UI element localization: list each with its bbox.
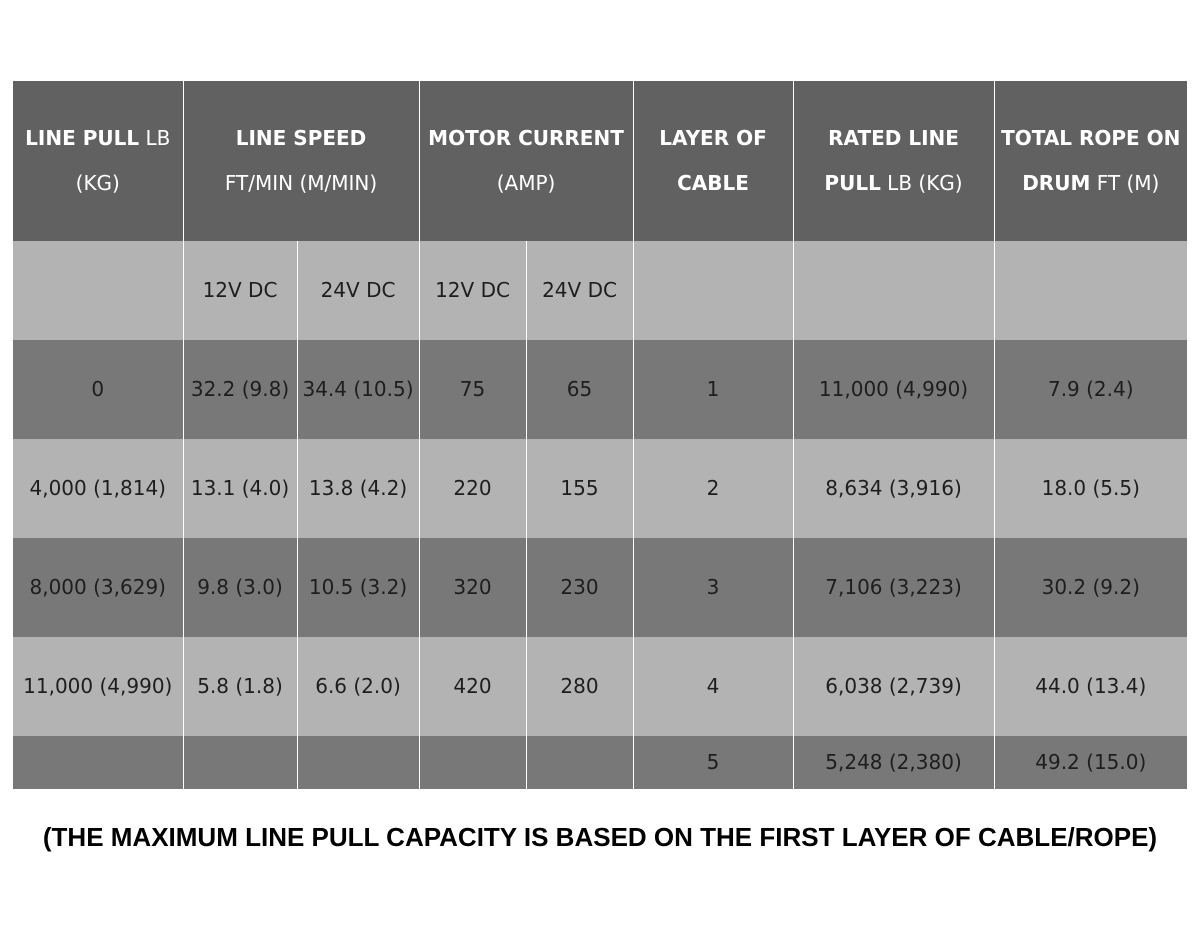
table-row — [13, 736, 1187, 789]
cell-rated-pull: 5,248 (2,380) — [793, 736, 994, 789]
header-line-pull-title: LINE PULL — [25, 126, 140, 150]
cell-current-24v: 280 — [526, 637, 633, 736]
cell-rated-pull: 8,634 (3,916) — [793, 439, 994, 538]
header-motor-current — [419, 81, 633, 241]
cell-current-12v: 220 — [419, 439, 526, 538]
header-rated-line-pull — [793, 81, 994, 241]
cell-line-pull: 11,000 (4,990) — [13, 637, 183, 736]
header-total-rope-title: TOTAL ROPE ON DRUM — [1001, 126, 1181, 195]
cell-current-24v: 230 — [526, 538, 633, 637]
cell-speed-12v: 5.8 (1.8) — [183, 637, 297, 736]
header-line-pull-unit: LB (KG) — [75, 126, 171, 195]
header-motor-current-title: MOTOR CURRENT — [428, 126, 624, 150]
cell-layer: 4 — [633, 637, 793, 736]
cell-layer: 2 — [633, 439, 793, 538]
cell-speed-12v: 13.1 (4.0) — [183, 439, 297, 538]
subheader-current-24v: 24V DC — [526, 241, 633, 340]
cell-speed-24v: 34.4 (10.5) — [297, 340, 419, 439]
cell-rope: 44.0 (13.4) — [994, 637, 1187, 736]
cell-current-24v: 65 — [526, 340, 633, 439]
cell-current-12v: 320 — [419, 538, 526, 637]
table-row — [13, 538, 1187, 637]
cell-layer: 3 — [633, 538, 793, 637]
subheader-current-12v: 12V DC — [419, 241, 526, 340]
cell-line-pull: 4,000 (1,814) — [13, 439, 183, 538]
cell-rated-pull: 11,000 (4,990) — [793, 340, 994, 439]
cell-speed-24v: 10.5 (3.2) — [297, 538, 419, 637]
subheader-speed-12v: 12V DC — [183, 241, 297, 340]
cell-rated-pull: 6,038 (2,739) — [793, 637, 994, 736]
cell-rope: 30.2 (9.2) — [994, 538, 1187, 637]
subheader-row — [13, 241, 1187, 340]
winch-spec-table — [13, 81, 1187, 789]
header-line-speed-unit: FT/MIN (M/MIN) — [224, 171, 378, 195]
cell-current-12v: 420 — [419, 637, 526, 736]
subheader-empty — [633, 241, 793, 340]
table-row — [13, 637, 1187, 736]
cell-speed-24v: 6.6 (2.0) — [297, 637, 419, 736]
cell-speed-24v — [297, 736, 419, 789]
table-row — [13, 439, 1187, 538]
cell-rated-pull: 7,106 (3,223) — [793, 538, 994, 637]
cell-speed-24v: 13.8 (4.2) — [297, 439, 419, 538]
cell-rope: 18.0 (5.5) — [994, 439, 1187, 538]
header-line-pull — [13, 81, 183, 241]
header-line-speed-title: LINE SPEED — [235, 126, 367, 150]
cell-speed-12v: 9.8 (3.0) — [183, 538, 297, 637]
footnote: (THE MAXIMUM LINE PULL CAPACITY IS BASED ON THE FIRST LAYER OF CABLE/ROPE) — [42, 822, 1158, 852]
cell-layer: 5 — [633, 736, 793, 789]
cell-speed-12v — [183, 736, 297, 789]
table-row — [13, 340, 1187, 439]
header-total-rope-unit: FT (M) — [1090, 171, 1160, 195]
header-rated-line-pull-title: RATED LINE PULL — [824, 126, 959, 195]
subheader-empty — [793, 241, 994, 340]
cell-current-24v: 155 — [526, 439, 633, 538]
cell-current-12v — [419, 736, 526, 789]
header-line-speed — [183, 81, 419, 241]
cell-current-24v — [526, 736, 633, 789]
subheader-empty — [994, 241, 1187, 340]
header-row — [13, 81, 1187, 241]
cell-current-12v: 75 — [419, 340, 526, 439]
cell-rope: 7.9 (2.4) — [994, 340, 1187, 439]
header-layer-of-cable — [633, 81, 793, 241]
cell-layer: 1 — [633, 340, 793, 439]
cell-rope: 49.2 (15.0) — [994, 736, 1187, 789]
cell-line-pull: 8,000 (3,629) — [13, 538, 183, 637]
subheader-empty — [13, 241, 183, 340]
header-motor-current-unit: (AMP) — [496, 171, 556, 195]
cell-speed-12v: 32.2 (9.8) — [183, 340, 297, 439]
cell-line-pull — [13, 736, 183, 789]
header-rated-line-pull-unit: LB (KG) — [880, 171, 963, 195]
cell-line-pull: 0 — [13, 340, 183, 439]
header-layer-of-cable-title: LAYER OF CABLE — [659, 126, 767, 195]
header-total-rope — [994, 81, 1187, 241]
subheader-speed-24v: 24V DC — [297, 241, 419, 340]
